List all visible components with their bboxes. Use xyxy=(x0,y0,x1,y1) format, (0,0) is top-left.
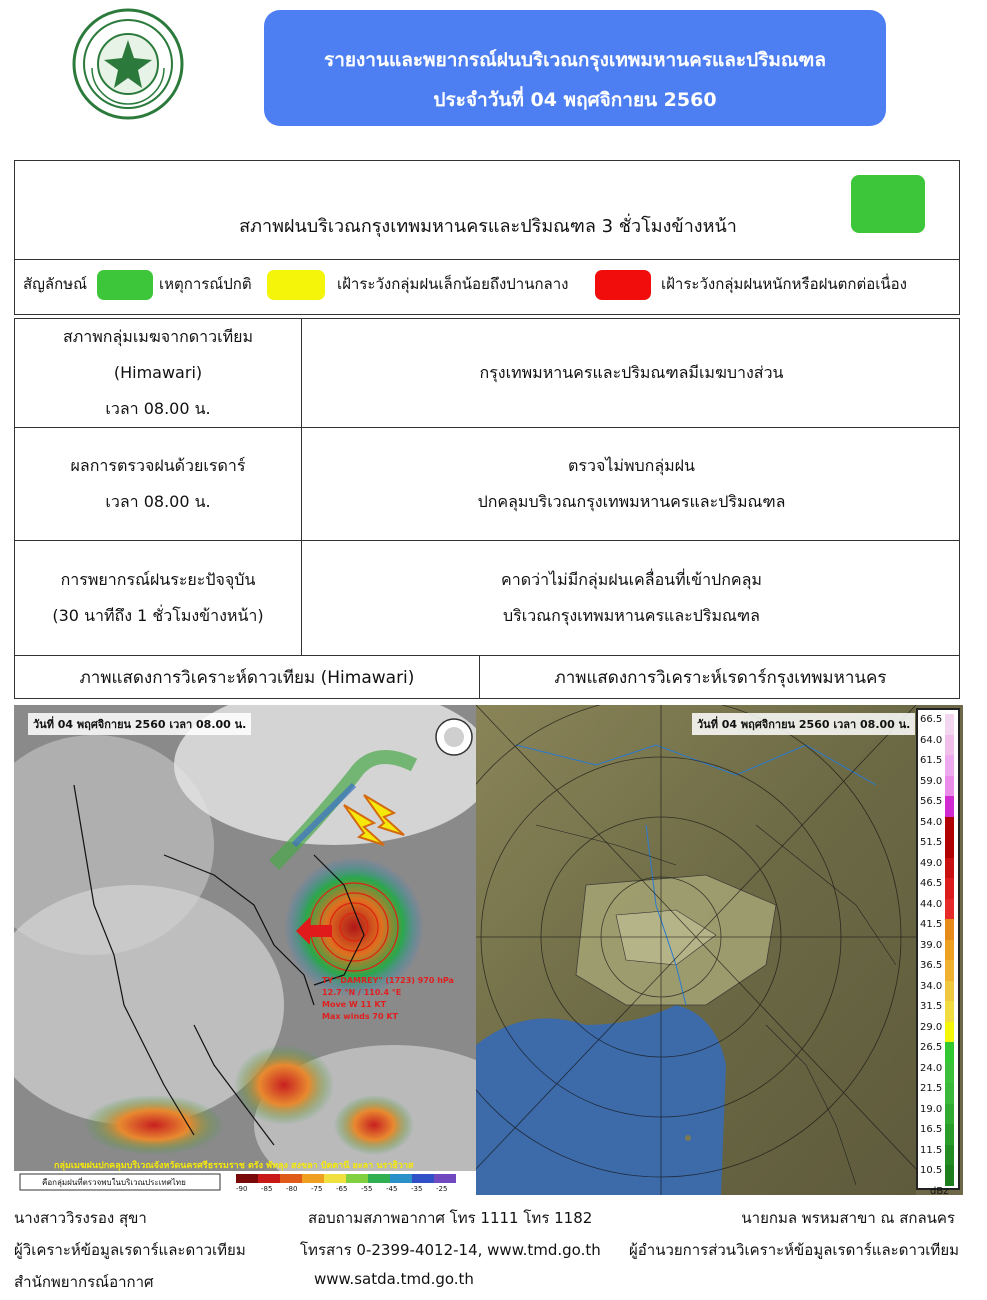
dbz-scale-color xyxy=(945,1042,954,1063)
dbz-scale-value: 39.0 xyxy=(920,939,943,951)
radar-label-1: ผลการตรวจฝนด้วยเรดาร์ xyxy=(70,456,246,475)
dbz-scale-value: 31.5 xyxy=(920,1001,943,1012)
dbz-scale xyxy=(916,708,960,1195)
contact-website[interactable]: www.satda.tmd.go.th xyxy=(314,1270,474,1288)
rain-status-box xyxy=(14,160,960,260)
satellite-colorbar-tick: -65 xyxy=(336,1185,348,1193)
satellite-colorbar-tick: -85 xyxy=(261,1185,273,1193)
dbz-scale-value: 11.5 xyxy=(920,1144,943,1156)
dbz-scale-value: 26.5 xyxy=(920,1042,943,1053)
nowcast-value-1: คาดว่าไม่มีกลุ่มฝนเคลื่อนที่เข้าปกคลุม xyxy=(501,570,762,589)
dbz-scale-color xyxy=(945,858,954,879)
satellite-colorbar-segment xyxy=(368,1174,390,1183)
report-date: ประจำวันที่ 04 พฤศจิกายน 2560 xyxy=(433,89,717,111)
radar-row xyxy=(14,427,960,541)
dbz-scale-color xyxy=(945,1124,954,1145)
satellite-colorbar-segment xyxy=(346,1174,368,1183)
nowcast-row xyxy=(14,540,960,656)
dbz-scale-value: 66.5 xyxy=(920,714,943,725)
satellite-colorbar-segment xyxy=(412,1174,434,1183)
dbz-scale-value: 61.5 xyxy=(920,755,943,766)
legend-label-watch-heavy: เฝ้าระวังกลุ่มฝนหนักหรือฝนตกต่อเนื่อง xyxy=(661,275,907,293)
dbz-scale-value: 10.5 xyxy=(920,1165,943,1176)
satellite-colorbar-segment xyxy=(302,1174,324,1183)
dbz-scale-color xyxy=(945,919,954,940)
dbz-scale-color xyxy=(945,981,954,1002)
image-headers xyxy=(14,655,960,699)
dbz-scale-color xyxy=(945,899,954,920)
radar-image xyxy=(476,705,963,1195)
dbz-scale-color xyxy=(945,1022,954,1043)
satellite-image xyxy=(14,705,476,1195)
satellite-legend-note: คือกลุ่มฝนที่ตรวจพบในบริเวณประเทศไทย xyxy=(42,1178,186,1187)
dbz-scale-value: 29.0 xyxy=(920,1021,943,1033)
dbz-scale-value: 44.0 xyxy=(920,898,943,910)
dbz-scale-color xyxy=(945,776,954,797)
dbz-scale-color xyxy=(945,960,954,981)
satellite-colorbar-segment xyxy=(434,1174,456,1183)
dbz-scale-value: 19.0 xyxy=(920,1103,943,1115)
legend-swatch-green xyxy=(97,270,153,300)
dbz-scale-color xyxy=(945,1104,954,1125)
satellite-colorbar-tick: -90 xyxy=(236,1185,248,1193)
dbz-scale-color xyxy=(945,1083,954,1104)
dbz-scale-color xyxy=(945,817,954,838)
analyst-name: นางสาววิรงรอง สุขา xyxy=(14,1209,147,1227)
satellite-image-heading: ภาพแสดงการวิเคราะห์ดาวเทียม (Himawari) xyxy=(15,656,480,698)
legend-label-watch-light: เฝ้าระวังกลุ่มฝนเล็กน้อยถึงปานกลาง xyxy=(337,275,569,293)
radar-value-1: ตรวจไม่พบกลุ่มฝน xyxy=(568,456,695,475)
dbz-scale-value: 54.0 xyxy=(920,816,943,828)
dbz-scale-value: 51.5 xyxy=(920,837,943,848)
dbz-scale-value: 36.5 xyxy=(920,960,943,971)
tmd-logo xyxy=(72,8,184,120)
dbz-scale-color xyxy=(945,796,954,817)
dbz-scale-color xyxy=(945,755,954,776)
storm-info xyxy=(322,975,454,1023)
dbz-scale-color xyxy=(945,1145,954,1166)
satellite-label-3: เวลา 08.00 น. xyxy=(105,399,211,418)
dbz-scale-value: 16.5 xyxy=(920,1124,943,1135)
storm-info-3: Move W 11 KT xyxy=(322,1000,387,1009)
radar-value-2: ปกคลุมบริเวณกรุงเทพมหานครและปริมณฑล xyxy=(477,492,786,511)
dbz-scale-color xyxy=(945,735,954,756)
satellite-colorbar-tick: -25 xyxy=(436,1185,448,1193)
satellite-colorbar-tick: -80 xyxy=(286,1185,298,1193)
satellite-timestamp: วันที่ 04 พฤศจิกายน 2560 เวลา 08.00 น. xyxy=(28,713,251,735)
dbz-scale-value: 64.0 xyxy=(920,734,943,746)
dbz-scale-color xyxy=(945,714,954,735)
nowcast-value-2: บริเวณกรุงเทพมหานครและปริมณฑล xyxy=(503,606,760,625)
dbz-scale-value: 34.0 xyxy=(920,980,943,992)
satellite-row xyxy=(14,318,960,428)
dbz-scale-value: 49.0 xyxy=(920,857,943,869)
satellite-colorbar-segment xyxy=(280,1174,302,1183)
dbz-scale-value: 41.5 xyxy=(920,919,943,930)
satellite-label-2: (Himawari) xyxy=(113,363,203,382)
report-title: รายงานและพยากรณ์ฝนบริเวณกรุงเทพมหานครและปริมณฑล xyxy=(324,49,826,71)
report-title-box xyxy=(264,10,886,126)
dbz-scale-value: 24.0 xyxy=(920,1062,943,1074)
dbz-scale-color xyxy=(945,1063,954,1084)
legend-prefix: สัญลักษณ์ xyxy=(23,275,88,293)
rain-status-title: สภาพฝนบริเวณกรุงเทพมหานครและปริมณฑล 3 ชั่วโมงข้างหน้า xyxy=(239,216,737,237)
legend-swatch-red xyxy=(595,270,651,300)
contact-fax: โทรสาร 0-2399-4012-14, www.tmd.go.th xyxy=(300,1241,601,1259)
satellite-colorbar-segment xyxy=(258,1174,280,1183)
dbz-scale-value: 21.5 xyxy=(920,1083,943,1094)
status-light-green xyxy=(851,175,925,233)
satellite-value: กรุงเทพมหานครและปริมณฑลมีเมฆบางส่วน xyxy=(479,363,784,382)
analyst-role: ผู้วิเคราะห์ข้อมูลเรดาร์และดาวเทียม xyxy=(14,1241,246,1259)
storm-info-1: TY "DAMREY" (1723) 970 hPa xyxy=(322,976,454,985)
nowcast-label-1: การพยากรณ์ฝนระยะปัจจุบัน xyxy=(60,570,256,589)
satellite-colorbar-segment xyxy=(236,1174,258,1183)
dbz-scale-color xyxy=(945,837,954,858)
satellite-colorbar-tick: -75 xyxy=(311,1185,323,1193)
radar-timestamp: วันที่ 04 พฤศจิกายน 2560 เวลา 08.00 น. xyxy=(692,713,915,735)
dbz-scale-color xyxy=(945,1001,954,1022)
dbz-scale-value: 46.5 xyxy=(920,878,943,889)
director-name: นายกมล พรหมสาขา ณ สกลนคร xyxy=(741,1209,955,1227)
director-role: ผู้อำนวยการส่วนวิเคราะห์ข้อมูลเรดาร์และดาวเทียม xyxy=(628,1241,959,1259)
dbz-scale-color xyxy=(945,878,954,899)
dbz-scale-value: 59.0 xyxy=(920,775,943,787)
satellite-rain-note: กลุ่มเมฆฝนปกคลุมบริเวณจังหวัดนครศรีธรรมราช ตรัง พัทลุง สงขลา ปัตตานี ยะลา นราธิวาส xyxy=(54,1161,414,1171)
satellite-colorbar-tick: -55 xyxy=(361,1185,373,1193)
office-name: สำนักพยากรณ์อากาศ xyxy=(14,1273,154,1291)
radar-label-2: เวลา 08.00 น. xyxy=(105,492,211,511)
satellite-colorbar-segment xyxy=(324,1174,346,1183)
dbz-scale-color xyxy=(945,1165,954,1186)
satellite-colorbar-segment xyxy=(390,1174,412,1183)
storm-info-4: Max winds 70 KT xyxy=(322,1012,398,1021)
legend-label-normal: เหตุการณ์ปกติ xyxy=(159,275,252,293)
dbz-unit: dBz xyxy=(930,1185,949,1195)
dbz-scale-value: 56.5 xyxy=(920,796,943,807)
storm-info-2: 12.7 °N / 110.4 °E xyxy=(322,988,402,997)
symbol-legend xyxy=(14,259,960,315)
legend-swatch-yellow xyxy=(267,270,325,300)
dbz-scale-color xyxy=(945,940,954,961)
satellite-colorbar-tick: -35 xyxy=(411,1185,423,1193)
radar-image-heading: ภาพแสดงการวิเคราะห์เรดาร์กรุงเทพมหานคร xyxy=(554,667,887,688)
satellite-colorbar-tick: -45 xyxy=(386,1185,398,1193)
satellite-label-1: สภาพกลุ่มเมฆจากดาวเทียม xyxy=(62,327,254,346)
contact-phone: สอบถามสภาพอากาศ โทร 1111 โทร 1182 xyxy=(308,1209,593,1227)
nowcast-label-2: (30 นาทีถึง 1 ชั่วโมงข้างหน้า) xyxy=(52,606,264,625)
